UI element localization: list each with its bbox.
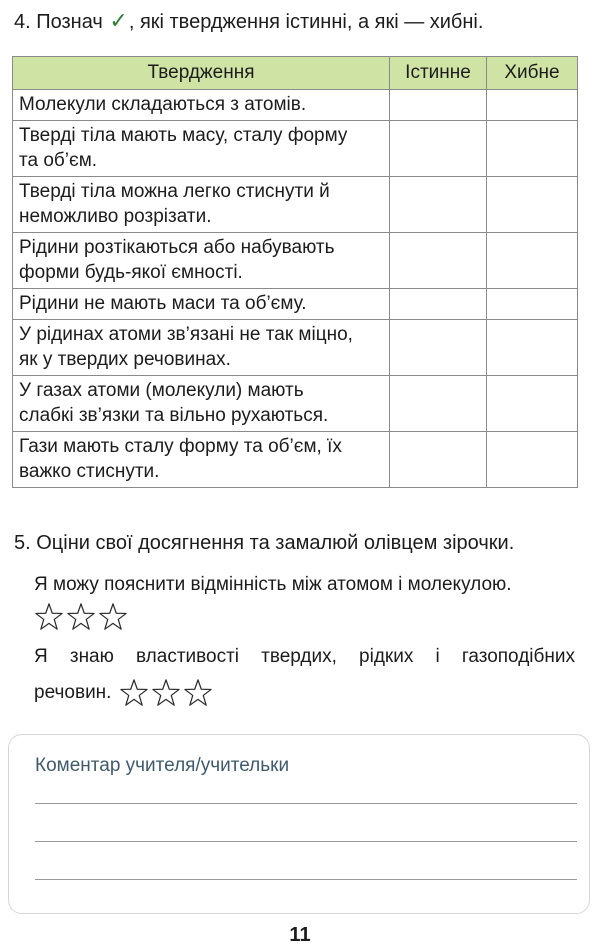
teacher-comment-title: Коментар учителя/учительки	[35, 755, 290, 776]
table-row	[13, 376, 578, 432]
statement-line: Молекули складаються з атомів.	[19, 94, 307, 115]
statement-line: неможливо розрізати.	[19, 206, 212, 227]
true-mark-cell[interactable]	[390, 177, 487, 233]
comment-line[interactable]	[35, 841, 577, 842]
self-assessment-statement-2-line-1: Я знаю властивості твердих, рідких і газоподібних	[34, 646, 575, 667]
statement-line: Рідини розтікаються або набувають	[19, 237, 335, 258]
false-mark-cell[interactable]	[487, 177, 578, 233]
false-mark-cell[interactable]	[487, 233, 578, 289]
false-mark-cell[interactable]	[487, 432, 578, 488]
comment-line[interactable]	[35, 803, 577, 804]
statement-cell	[13, 177, 390, 233]
table-row	[13, 289, 578, 320]
statement-line: Тверді тіла мають масу, сталу форму	[19, 125, 348, 146]
star-icon[interactable]	[98, 602, 128, 632]
star-icon[interactable]	[66, 602, 96, 632]
star-icon[interactable]	[34, 602, 64, 632]
task-4-prefix: 4. Познач	[14, 11, 103, 33]
table-row	[13, 233, 578, 289]
false-mark-cell[interactable]	[487, 90, 578, 121]
false-mark-cell[interactable]	[487, 289, 578, 320]
statement-line: У газах атоми (молекули) мають	[19, 380, 304, 401]
statement-cell	[13, 320, 390, 376]
statement-line: Тверді тіла можна легко стиснути й	[19, 181, 330, 202]
statement-cell	[13, 376, 390, 432]
statement-line: форми будь-якої ємності.	[19, 262, 243, 283]
statement-line: У рідинах атоми зв’язані не так міцно,	[19, 324, 353, 345]
self-assessment-statement-1: Я можу пояснити відмінність між атомом і молекулою.	[34, 574, 512, 595]
star-icon[interactable]	[183, 678, 213, 708]
statement-line: важко стиснути.	[19, 461, 160, 482]
table-header-row	[13, 57, 578, 90]
table-row	[13, 121, 578, 177]
true-mark-cell[interactable]	[390, 376, 487, 432]
true-mark-cell[interactable]	[390, 90, 487, 121]
false-mark-cell[interactable]	[487, 320, 578, 376]
statement-cell	[13, 121, 390, 177]
teacher-comment-box	[8, 734, 590, 914]
statement-line: Гази мають сталу форму та об’єм, їх	[19, 436, 342, 457]
table-row	[13, 177, 578, 233]
false-mark-cell[interactable]	[487, 376, 578, 432]
header-false: Хибне	[487, 57, 578, 90]
statement-cell	[13, 289, 390, 320]
task-4-title	[14, 8, 483, 35]
statement-line: Рідини не мають маси та об’єму.	[19, 293, 307, 314]
star-icon[interactable]	[119, 678, 149, 708]
table-row	[13, 432, 578, 488]
checkmark-icon: ✓	[109, 8, 128, 33]
statement-line: слабкі зв’язки та вільно рухаються.	[19, 405, 329, 426]
star-rating-1	[34, 602, 128, 632]
statements-table	[12, 56, 578, 488]
header-statement: Твердження	[13, 57, 390, 90]
self-assessment-statement-2-line-2	[34, 678, 213, 708]
header-true: Істинне	[390, 57, 487, 90]
true-mark-cell[interactable]	[390, 233, 487, 289]
true-mark-cell[interactable]	[390, 121, 487, 177]
comment-line[interactable]	[35, 879, 577, 880]
page-number: 11	[289, 924, 311, 946]
true-mark-cell[interactable]	[390, 432, 487, 488]
statement-cell	[13, 90, 390, 121]
statement-line: та об’єм.	[19, 150, 98, 171]
true-mark-cell[interactable]	[390, 320, 487, 376]
false-mark-cell[interactable]	[487, 121, 578, 177]
star-rating-2	[119, 678, 213, 708]
task-4-suffix: , які твердження істинні, а які — хибні.	[128, 11, 484, 33]
true-mark-cell[interactable]	[390, 289, 487, 320]
statement-cell	[13, 432, 390, 488]
table-row	[13, 90, 578, 121]
table-row	[13, 320, 578, 376]
statement-2-ending: речовин.	[34, 682, 112, 703]
task-5-title: 5. Оціни свої досягнення та замалюй олівцем зірочки.	[14, 532, 515, 554]
statement-line: як у твердих речовинах.	[19, 349, 231, 370]
star-icon[interactable]	[151, 678, 181, 708]
statement-cell	[13, 233, 390, 289]
